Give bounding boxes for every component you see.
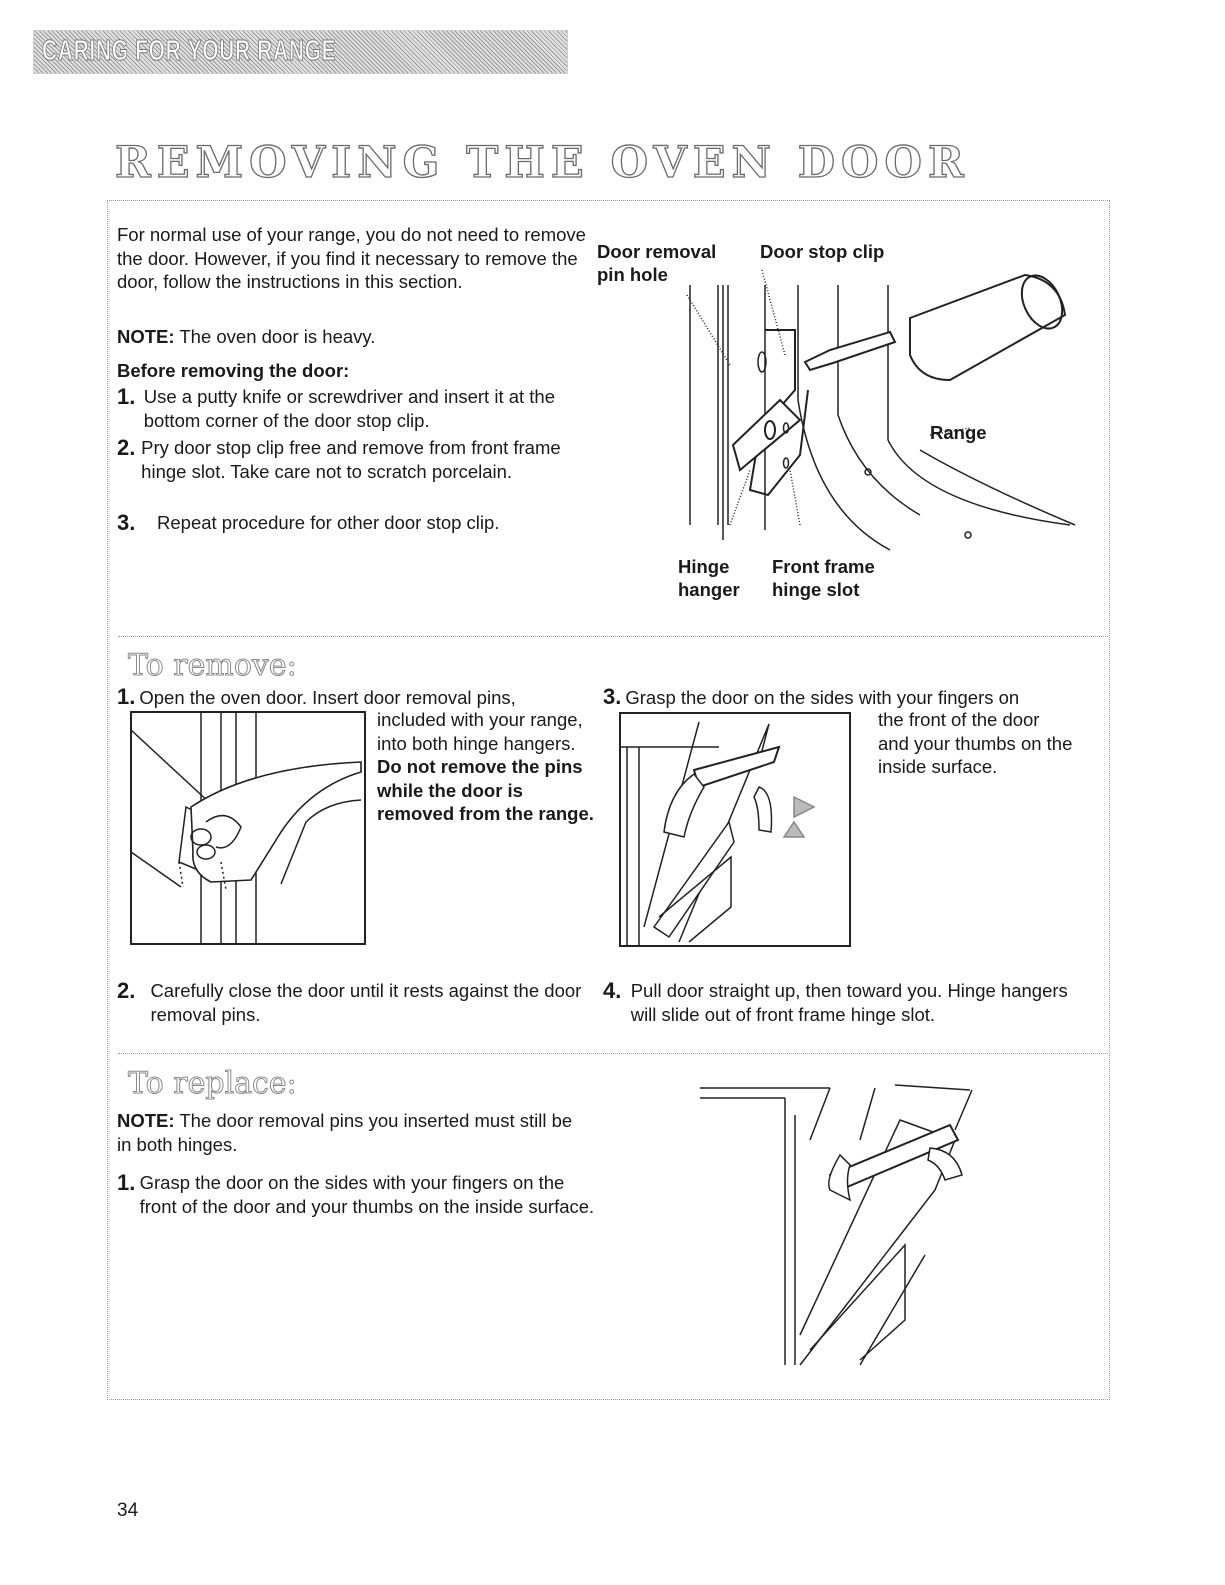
door-replace-illustration <box>700 1080 990 1380</box>
before-heading: Before removing the door: <box>117 360 350 381</box>
section-banner <box>33 30 568 74</box>
label-front-frame-hinge-slot: Front frame hinge slot <box>772 556 875 600</box>
before-step-1-text: Use a putty knife or screwdriver and insert it at the bottom corner of the door stop clip. <box>143 386 556 431</box>
replace-step-1-text: Grasp the door on the sides with your fingers on the front of the door and your thumbs on the inside surface. <box>139 1172 595 1217</box>
hinge-diagram <box>590 270 1090 560</box>
before-step-3-text: Repeat procedure for other door stop clip. <box>157 512 500 533</box>
remove-step-3-line1-text: Grasp the door on the sides with your fingers on <box>625 687 1020 708</box>
remove-step-1-rest-text: included with your range, into both hinge hangers. <box>377 709 583 754</box>
replace-note <box>117 1109 587 1156</box>
page-number: 34 <box>117 1500 139 1521</box>
label-hinge-hanger: Hinge hanger <box>678 556 740 600</box>
divider-2 <box>118 1053 1108 1054</box>
replace-note-label: NOTE: <box>117 1110 175 1131</box>
divider-1 <box>118 636 1108 637</box>
door-pin-illustration <box>131 712 366 945</box>
note-label: NOTE: <box>117 326 175 347</box>
remove-heading: To remove: <box>128 648 297 683</box>
remove-step-4-text: Pull door straight up, then toward you. Hinge hangers will slide out of front frame hinge slot. <box>630 980 1068 1025</box>
door-grasp-illustration <box>619 712 851 947</box>
label-door-stop-clip: Door stop clip <box>760 241 885 262</box>
intro-note <box>117 325 375 349</box>
remove-step-3-num: 3. <box>603 684 622 709</box>
page-title: REMOVING THE OVEN DOOR <box>115 138 970 188</box>
before-step-1: 1. Use a putty knife or screwdriver and insert it at the bottom corner of the door stop clip. <box>117 385 587 432</box>
remove-step-1-rest <box>377 708 605 826</box>
before-step-2-text: Pry door stop clip free and remove from front frame hinge slot. Take care not to scratch porcelain. <box>141 437 561 482</box>
label-pin-hole: Door removal pin hole <box>597 241 717 285</box>
intro-paragraph: For normal use of your range, you do not need to remove the door. However, if you find it necessary to remove the door, follow the instructions in this section. <box>117 224 586 292</box>
section-banner-text: CARING FOR YOUR RANGE <box>42 35 337 67</box>
replace-note-text: The door removal pins you inserted must still be in both hinges. <box>117 1110 573 1155</box>
remove-step-3-line1 <box>603 685 1019 710</box>
note-text: The oven door is heavy. <box>174 326 376 347</box>
remove-step-1-warning: Do not remove the pins while the door is removed from the range. <box>377 756 594 824</box>
remove-step-1-line1 <box>117 685 516 710</box>
before-step-3: 3. Repeat procedure for other door stop clip. <box>117 510 500 535</box>
remove-step-2: 2. Carefully close the door until it rests against the door removal pins. <box>117 979 597 1026</box>
remove-step-1-line1-text: Open the oven door. Insert door removal pins, <box>139 687 516 708</box>
remove-step-1-num: 1. <box>117 684 136 709</box>
before-step-2: 2. Pry door stop clip free and remove from front frame hinge slot. Take care not to scratch porcelain. <box>117 436 587 483</box>
remove-step-2-text: Carefully close the door until it rests against the door removal pins. <box>150 980 582 1025</box>
replace-heading: To replace: <box>128 1066 297 1101</box>
replace-step-1: 1. Grasp the door on the sides with your fingers on the front of the door and your thumbs on the inside surface. <box>117 1171 597 1218</box>
label-range: Range <box>930 422 987 443</box>
remove-step-4: 4. Pull door straight up, then toward you. Hinge hangers will slide out of front frame hinge slot. <box>603 979 1073 1026</box>
remove-step-3-rest: the front of the door and your thumbs on the inside surface. <box>878 709 1073 777</box>
